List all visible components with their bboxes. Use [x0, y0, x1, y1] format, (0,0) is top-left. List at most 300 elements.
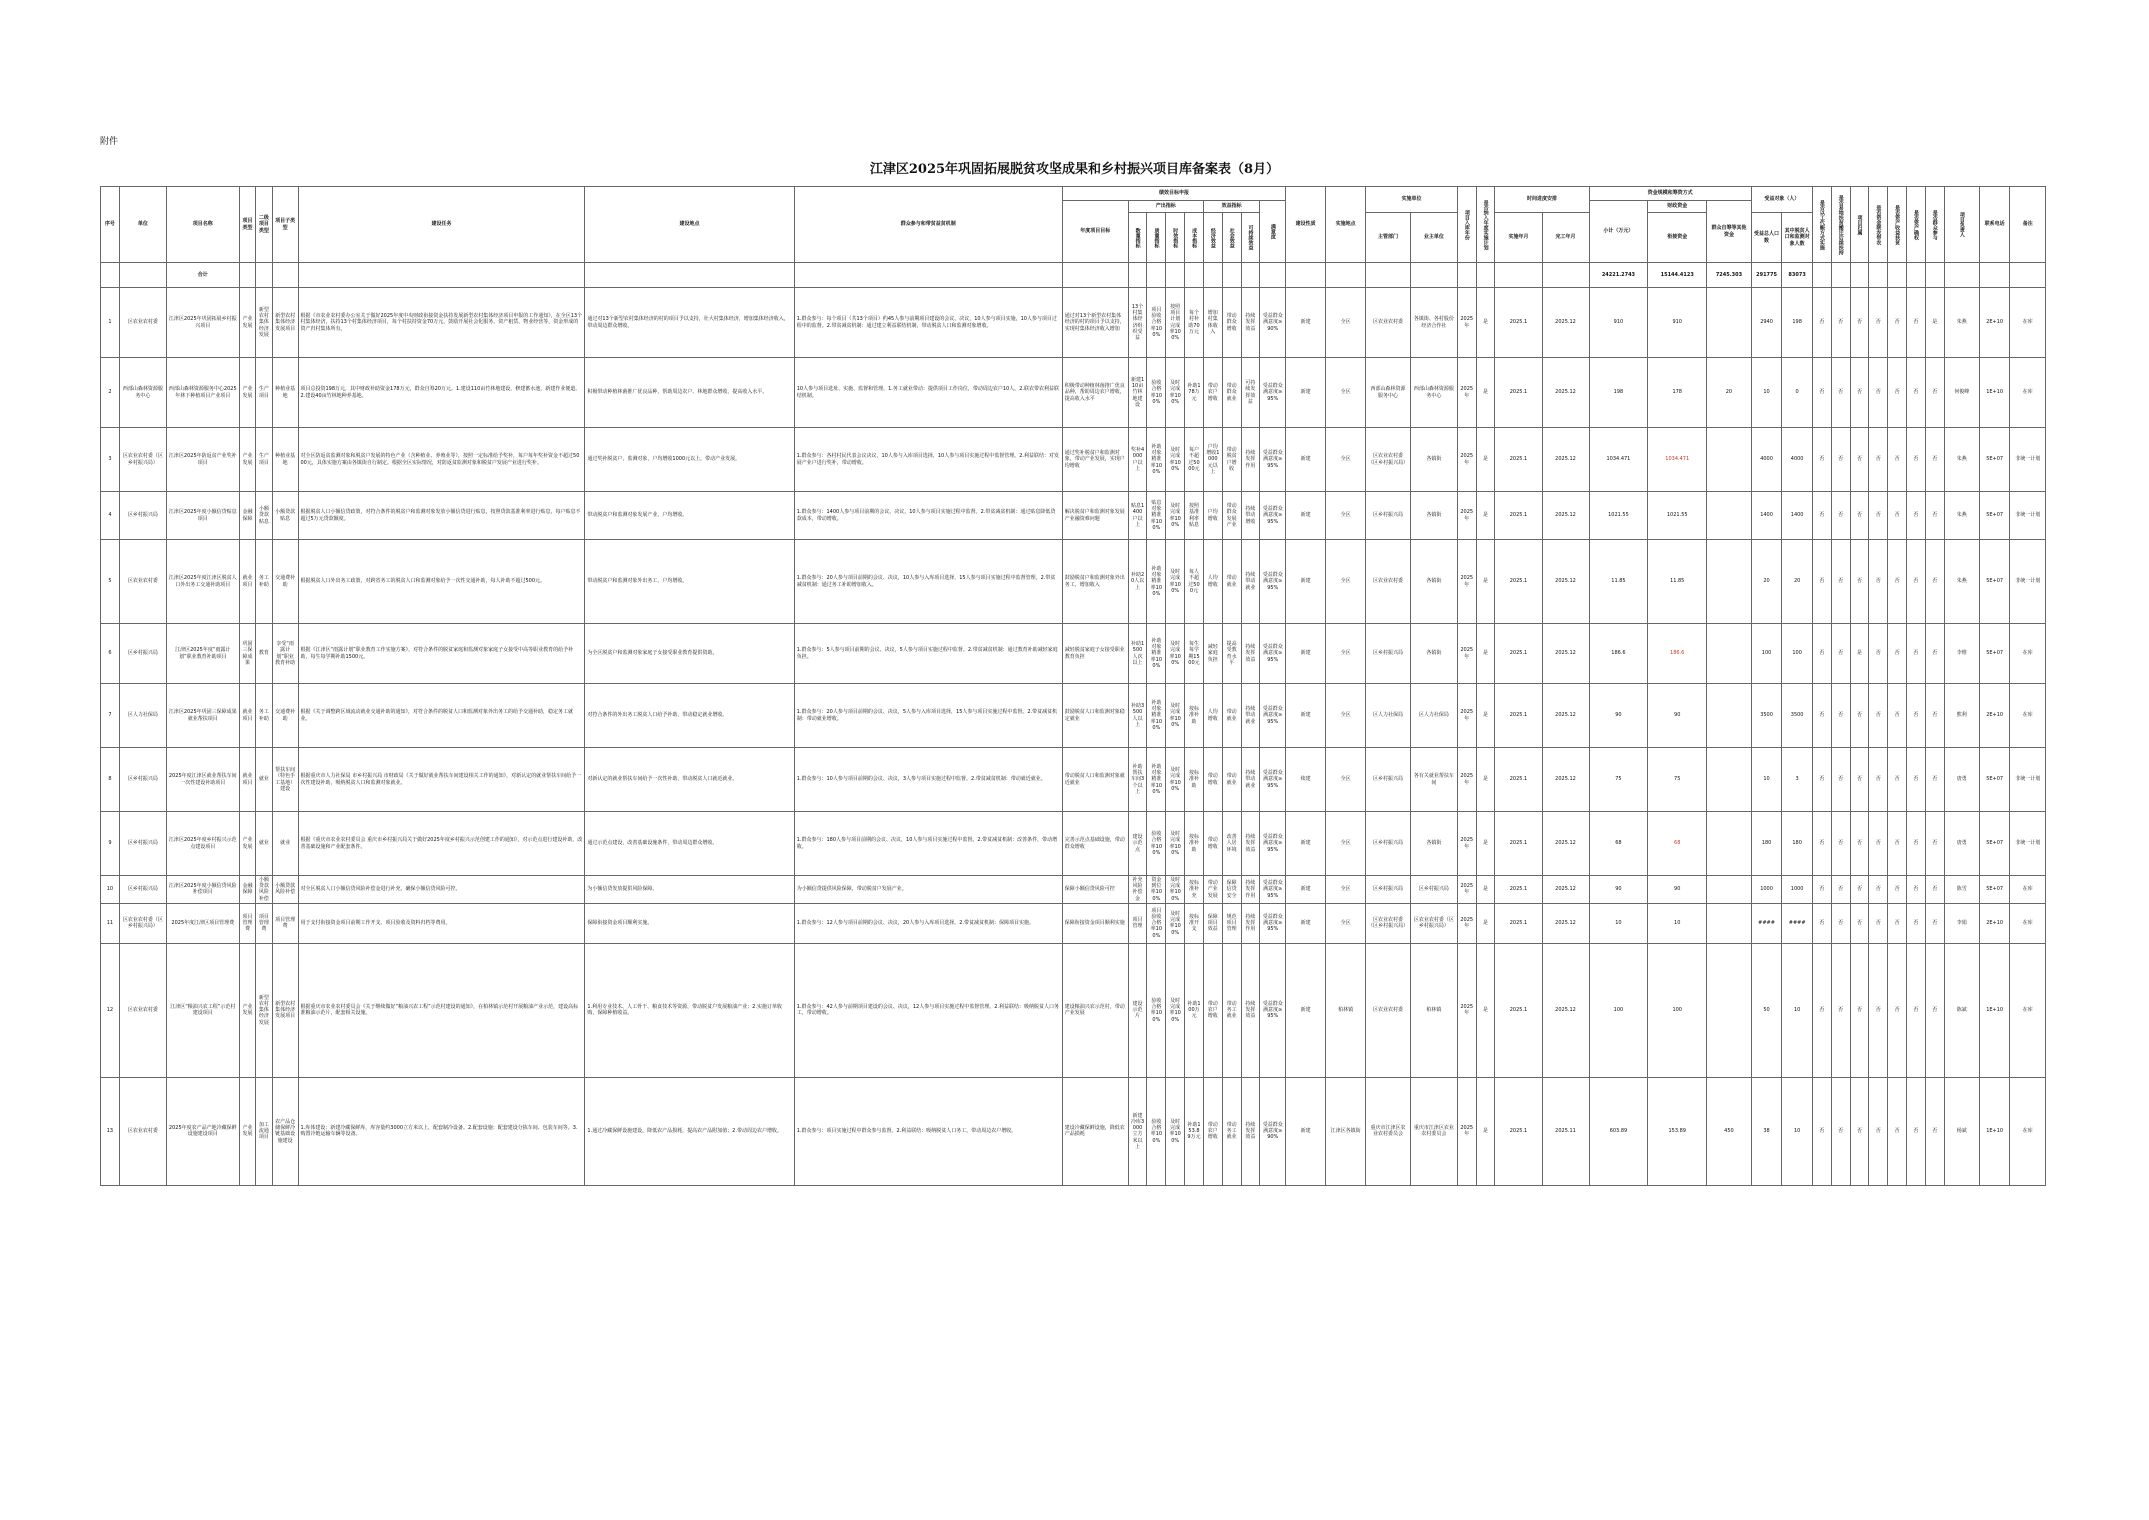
row-flag-7: 否	[1925, 1077, 1944, 1185]
row-unit: 区农业农村委	[119, 943, 166, 1077]
row-benef-poor: 0	[1782, 358, 1813, 428]
row-included: 是	[1476, 684, 1495, 748]
row-person: 唐勇	[1944, 812, 1979, 876]
row-name: 江津区2025年巩固三保障成果就业帮扶项目	[166, 684, 239, 748]
row-flag-1: 否	[1812, 1077, 1831, 1185]
row-owner: 区乡村振兴局	[1410, 876, 1457, 904]
row-name: 江津区2025年巩固拓展乡村振兴项目	[166, 288, 239, 358]
row-impl-place: 全区	[1326, 624, 1366, 684]
row-self-funds	[1707, 943, 1752, 1077]
hdr-start: 实施年月	[1495, 213, 1542, 263]
row-person: 李维	[1944, 624, 1979, 684]
row-owner: 各镇街	[1410, 492, 1457, 540]
row-location: 保障衔接资金项目顺利实施。	[585, 903, 794, 943]
row-sustain: 持续发挥效益	[1241, 624, 1260, 684]
hdr-contact: 联系电话	[1979, 187, 2010, 263]
row-benef-poor: 4000	[1782, 428, 1813, 492]
row-included: 是	[1476, 540, 1495, 624]
row-fiscal-funds: 1034.471	[1648, 428, 1707, 492]
row-type: 产业发展	[239, 358, 255, 428]
row-content: 根据脱贫人口外出务工政策，对跨省务工的脱贫人口和监测对象给予一次性交通补助，每人补助不超过500元。	[298, 540, 585, 624]
row-remark: 非统一计划	[2010, 428, 2046, 492]
row-flag-7: 否	[1925, 876, 1944, 904]
row-fiscal-funds: 178	[1648, 358, 1707, 428]
row-nature: 新型农村集体经济发展项目	[272, 943, 298, 1077]
row-content: 根据重庆市农业农村委员会《关于继续做好“粮油兴农工程”示范村建设的通知》，在柏林镇示范村开展粮油产业示范，建设高标准粮油示范片，配套相关设施。	[298, 943, 585, 1077]
row-name: 江津区2025年度江津区脱贫人口外出务工交通补助项目	[166, 540, 239, 624]
row-flag-3: 是	[1850, 624, 1869, 684]
row-type: 产业发展	[239, 1077, 255, 1185]
row-flag-6: 否	[1906, 748, 1925, 812]
row-sub-type: 加工流通项目	[256, 1077, 272, 1185]
row-flag-3: 否	[1850, 492, 1869, 540]
row-flag-4: 否	[1869, 428, 1888, 492]
hdr-sustain: 可持续效益	[1241, 213, 1260, 263]
row-year: 2025年	[1457, 358, 1476, 428]
row-flag-1: 否	[1812, 748, 1831, 812]
hdr-flag-3: 项目归属	[1850, 187, 1869, 263]
row-remark: 在库	[2010, 1077, 2046, 1185]
table-row	[101, 288, 2046, 358]
row-social: 改善人居环境	[1222, 812, 1241, 876]
row-flag-1: 否	[1812, 358, 1831, 428]
row-type: 金融保障	[239, 876, 255, 904]
row-flag-7: 否	[1925, 903, 1944, 943]
row-seq: 9	[101, 812, 120, 876]
row-flag-2: 否	[1831, 943, 1850, 1077]
row-flag-5: 否	[1888, 288, 1907, 358]
row-location: 对新认定的就业帮扶车间给予一次性补助，带动脱贫人口就近就业。	[585, 748, 794, 812]
row-remark: 在库	[2010, 288, 2046, 358]
hdr-social: 社会效益	[1222, 213, 1241, 263]
row-flag-5: 否	[1888, 492, 1907, 540]
row-flag-6: 否	[1906, 624, 1925, 684]
row-included: 是	[1476, 1077, 1495, 1185]
row-timeliness: 及时完成率100%	[1166, 876, 1185, 904]
row-contact: 5E+07	[1979, 812, 2010, 876]
row-subtotal: 1034.471	[1589, 428, 1648, 492]
row-remark: 非统一计划	[2010, 748, 2046, 812]
row-timeliness: 及时完成率100%	[1166, 428, 1185, 492]
row-fiscal-funds: 1021.55	[1648, 492, 1707, 540]
row-person: 熊利	[1944, 684, 1979, 748]
row-benefit-mech: 1.群众参与：每个项目（共13个项目）约45人参与前期项目建设的会议、决议，10人参与项目实施，10人参与项目过程中的监督。2.带贫减贫机制：通过建立利益联结机制，带动脱贫人口和监测对象增收。	[794, 288, 1062, 358]
row-type: 产业发展	[239, 943, 255, 1077]
hdr-perf-group: 绩效目标申报	[1062, 187, 1285, 201]
table-row	[101, 358, 2046, 428]
row-satisfaction: 受益群众满意度≥95%	[1260, 748, 1286, 812]
row-flag-4: 否	[1869, 876, 1888, 904]
row-owner: 各有关就业帮扶车间	[1410, 748, 1457, 812]
row-location: 通过对13个新型农村集体经济的村的项目予以支持，壮大村集体经济，增加集体经济收入，带动周边群众增收。	[585, 288, 794, 358]
row-annual-goal: 完善示范点基础设施，带动群众增收	[1062, 812, 1128, 876]
row-quantity: 补助帮扶车间3个以上	[1128, 748, 1147, 812]
row-benef-pop: ####	[1751, 903, 1782, 943]
row-person: 唐勇	[1944, 748, 1979, 812]
row-satisfaction: 受益群众满意度≥95%	[1260, 876, 1286, 904]
row-contact: 5E+07	[1979, 876, 2010, 904]
row-flag-3: 否	[1850, 812, 1869, 876]
row-fiscal-funds: 100	[1648, 943, 1707, 1077]
row-sub-type: 项目管理费	[256, 903, 272, 943]
row-location: 1.利用专业技术、人工骨干、粮食技术等资源，带动脱贫户发展粮油产业；2.实施订单收购，保障种植收益。	[585, 943, 794, 1077]
row-flag-2: 否	[1831, 903, 1850, 943]
row-location: 带动脱贫户和监测对象发展产业，户均增收。	[585, 492, 794, 540]
row-unit: 区乡村振兴局	[119, 812, 166, 876]
row-nature: 种植业基地	[272, 428, 298, 492]
row-impl-place: 全区	[1326, 876, 1366, 904]
hdr-benef-pop: 受益总人口数	[1751, 213, 1782, 263]
row-content: 根据《关于调整跨区域流动就业交通补助的通知》，对符合条件的脱贫人口和监测对象外出务工的给予交通补助，稳定务工就业。	[298, 684, 585, 748]
row-cost: 按标准补助	[1185, 748, 1204, 812]
row-unit: 区乡村振兴局	[119, 748, 166, 812]
row-flag-2: 否	[1831, 358, 1850, 428]
row-benefit-mech: 1.群众参与：5人参与项目前期的会议、决议，5人参与项目实施过程中监督。2.带贫减贫机制：通过教育补助减轻家庭负担。	[794, 624, 1062, 684]
row-cost: 按标准开支	[1185, 903, 1204, 943]
row-authority: 区乡村振兴局	[1366, 812, 1411, 876]
row-flag-3: 否	[1850, 876, 1869, 904]
hdr-quality: 质量指标	[1147, 213, 1166, 263]
row-benef-pop: 50	[1751, 943, 1782, 1077]
row-quantity: 补充风险补偿金	[1128, 876, 1147, 904]
row-benef-poor: 100	[1782, 624, 1813, 684]
row-end: 2025.12	[1542, 748, 1589, 812]
row-flag-7: 否	[1925, 684, 1944, 748]
row-owner: 各镇街	[1410, 540, 1457, 624]
row-flag-4: 否	[1869, 903, 1888, 943]
row-type: 产业发展	[239, 428, 255, 492]
row-flag-6: 否	[1906, 358, 1925, 428]
row-flag-3: 否	[1850, 1077, 1869, 1185]
row-flag-2: 否	[1831, 492, 1850, 540]
row-year: 2025年	[1457, 684, 1476, 748]
row-timeliness: 及时完成率100%	[1166, 943, 1185, 1077]
row-flag-1: 否	[1812, 812, 1831, 876]
row-unit: 区乡村振兴局	[119, 492, 166, 540]
row-unit: 区农业农村委（区乡村振兴局）	[119, 428, 166, 492]
row-sustain: 持续带动就业	[1241, 684, 1260, 748]
row-flag-6: 否	[1906, 428, 1925, 492]
row-social: 带动就业	[1222, 540, 1241, 624]
hdr-flag-6: 是否资产确权	[1906, 187, 1925, 263]
row-seq: 3	[101, 428, 120, 492]
row-location: 积极带动种植林菌推广优良品种，帮助周边农户、林地群众增收，提高收入水平。	[585, 358, 794, 428]
row-self-funds	[1707, 812, 1752, 876]
hdr-remark: 备注	[2010, 187, 2046, 263]
row-annual-goal: 鼓励脱贫人口和监测对象稳定就业	[1062, 684, 1128, 748]
row-start: 2025.1	[1495, 358, 1542, 428]
row-seq: 6	[101, 624, 120, 684]
row-annual-goal: 通过对13个新型农村集体经济的村的项目予以支持，实现村集体经济收入增加	[1062, 288, 1128, 358]
row-seq: 7	[101, 684, 120, 748]
row-type: 项目管理费	[239, 903, 255, 943]
row-unit: 区农业农村委（区乡村振兴局）	[119, 903, 166, 943]
row-satisfaction: 受益群众满意度≥95%	[1260, 358, 1286, 428]
row-seq: 8	[101, 748, 120, 812]
hdr-timeliness: 时效指标	[1166, 213, 1185, 263]
row-quantity: 补助3500人以上	[1128, 684, 1147, 748]
row-fiscal-funds: 11.85	[1648, 540, 1707, 624]
hdr-seq: 序号	[101, 187, 120, 263]
row-authority: 区农业农村委	[1366, 540, 1411, 624]
row-remark: 在库	[2010, 943, 2046, 1077]
row-name: 江津区2025年防返贫产业奖补项目	[166, 428, 239, 492]
row-cost: 按照基准利率贴息	[1185, 492, 1204, 540]
row-flag-5: 否	[1888, 876, 1907, 904]
row-person: 杨斌	[1944, 1077, 1979, 1185]
row-self-funds	[1707, 492, 1752, 540]
row-impl-place: 全区	[1326, 748, 1366, 812]
row-name: 2025年度农产品产地冷藏保鲜设施建设项目	[166, 1077, 239, 1185]
row-person: 朱燕	[1944, 492, 1979, 540]
row-self-funds	[1707, 748, 1752, 812]
row-sub-type: 新型农村集体经济发展	[256, 943, 272, 1077]
row-benef-poor: 3	[1782, 748, 1813, 812]
row-benefit-mech: 1.群众参与：各村村民代表会议决议，10人参与入库项目选择，10人参与项目实施过程中监督管理。2.利益联结：对发展产业户进行奖补，带动增收。	[794, 428, 1062, 492]
hdr-benefit-mech: 群众参与和带贫益贫机制	[794, 187, 1062, 263]
row-included: 是	[1476, 624, 1495, 684]
hdr-nature: 项目子类型	[272, 187, 298, 263]
row-quantity: 补助20人以上	[1128, 540, 1147, 624]
row-annual-goal: 减轻脱贫家庭子女接受职业教育负担	[1062, 624, 1128, 684]
row-social: 保障信贷安全	[1222, 876, 1241, 904]
hdr-project-name: 项目名称	[166, 187, 239, 263]
row-sub-type: 就业	[256, 748, 272, 812]
row-start: 2025.1	[1495, 684, 1542, 748]
row-location: 通过示范点建设，改善基础设施条件，带动周边群众增收。	[585, 812, 794, 876]
row-owner: 重庆市江津区农业农村委员会	[1410, 1077, 1457, 1185]
row-name: 2025年度江津区项目管理费	[166, 903, 239, 943]
row-year: 2025年	[1457, 492, 1476, 540]
row-authority: 区人力社保局	[1366, 684, 1411, 748]
row-owner: 西部山森林资源服务中心	[1410, 358, 1457, 428]
row-annual-goal: 保障小额信贷风险可控	[1062, 876, 1128, 904]
row-subtotal: 910	[1589, 288, 1648, 358]
hdr-flag-1: 是否以工代赈方式实施	[1812, 187, 1831, 263]
row-flag-2: 否	[1831, 1077, 1850, 1185]
row-remark: 在库	[2010, 684, 2046, 748]
row-flag-1: 否	[1812, 876, 1831, 904]
row-remark: 在库	[2010, 903, 2046, 943]
row-start: 2025.1	[1495, 428, 1542, 492]
row-social: 带动就业	[1222, 748, 1241, 812]
total-label: 合计	[166, 263, 239, 288]
row-contact: 5E+07	[1979, 540, 2010, 624]
row-subtotal: 11.85	[1589, 540, 1648, 624]
row-remark: 在库	[2010, 624, 2046, 684]
row-annual-goal: 解决脱贫户和监测对象发展产业融资难问题	[1062, 492, 1128, 540]
row-name: 2025年度江津区就业帮扶车间一次性建设补助项目	[166, 748, 239, 812]
row-included: 是	[1476, 358, 1495, 428]
row-benefit-mech: 为小额信贷提供风险保障，带动脱贫户发展产业。	[794, 876, 1062, 904]
row-contact: 1E+10	[1979, 943, 2010, 1077]
row-unit: 区农业农村委	[119, 540, 166, 624]
row-cost: 每生每学期1500元	[1185, 624, 1204, 684]
row-satisfaction: 受益群众满意度≥95%	[1260, 903, 1286, 943]
row-fiscal-funds: 90	[1648, 684, 1707, 748]
row-impl-place: 全区	[1326, 684, 1366, 748]
row-fiscal-funds: 186.6	[1648, 624, 1707, 684]
row-start: 2025.1	[1495, 624, 1542, 684]
row-flag-5: 否	[1888, 358, 1907, 428]
row-subtotal: 186.6	[1589, 624, 1648, 684]
row-timeliness: 及时完成率100%	[1166, 358, 1185, 428]
row-end: 2025.12	[1542, 358, 1589, 428]
row-self-funds: 20	[1707, 358, 1752, 428]
row-remark: 在库	[2010, 876, 2046, 904]
row-flag-7: 是	[1925, 288, 1944, 358]
row-sub-type: 教育	[256, 624, 272, 684]
row-type: 就业项目	[239, 748, 255, 812]
row-unit: 区乡村振兴局	[119, 624, 166, 684]
table-row	[101, 624, 2046, 684]
row-timeliness: 及时完成率100%	[1166, 903, 1185, 943]
row-social: 带动群众增收	[1222, 288, 1241, 358]
row-fiscal-funds: 10	[1648, 903, 1707, 943]
row-contact: 2E+10	[1979, 684, 2010, 748]
row-content: 根据《市农业农村委办公室关于做好2025年度中央财政衔接资金扶持发展新型农村集体经济项目申报的工作通知》，在全区13个村集体经济，扶持13个村集体经济项目，每个村扶持资金70万元，鼓励开展社会化服务、资产租赁、物业经营等，资金形成的资产归村集体所有。	[298, 288, 585, 358]
row-sustain: 持续发挥效益	[1241, 1077, 1260, 1185]
row-benefit-mech: 10人参与项目选址、实施、监督和管理。1.务工就业带动：提供项目工作岗位，带动周边农户10人。2.联农带农利益联结机制。	[794, 358, 1062, 428]
row-flag-1: 否	[1812, 684, 1831, 748]
row-flag-2: 否	[1831, 684, 1850, 748]
row-sub-type: 生产项目	[256, 358, 272, 428]
hdr-benef-poor: 其中脱贫人口和监测对象人数	[1782, 213, 1813, 263]
row-quantity: 贴息1400户以上	[1128, 492, 1147, 540]
row-start: 2025.1	[1495, 540, 1542, 624]
row-flag-2: 否	[1831, 288, 1850, 358]
row-benef-poor: 3500	[1782, 684, 1813, 748]
row-seq: 1	[101, 288, 120, 358]
row-contact: 2E+10	[1979, 288, 2010, 358]
row-location: 带动脱贫户和监测对象外出务工，户均增收。	[585, 540, 794, 624]
row-flag-2: 否	[1831, 876, 1850, 904]
row-sub-type: 小额贷款风险补偿	[256, 876, 272, 904]
row-sustain: 持续带动增收	[1241, 492, 1260, 540]
row-flag-6: 否	[1906, 903, 1925, 943]
row-quality: 补助对象精准率100%	[1147, 540, 1166, 624]
row-flag-5: 否	[1888, 748, 1907, 812]
row-seq: 10	[101, 876, 120, 904]
row-impl-place: 全区	[1326, 903, 1366, 943]
row-timeliness: 及时完成率100%	[1166, 1077, 1185, 1185]
row-person: 李娟	[1944, 903, 1979, 943]
hdr-content: 建设任务	[298, 187, 585, 263]
row-year: 2025年	[1457, 428, 1476, 492]
row-sub-type: 务工补助	[256, 684, 272, 748]
row-sub-type: 务工补助	[256, 540, 272, 624]
row-satisfaction: 受益群众满意度≥95%	[1260, 428, 1286, 492]
hdr-unit: 单位	[119, 187, 166, 263]
row-flag-7: 否	[1925, 428, 1944, 492]
row-name: 江津区2025年度小额信贷风险补偿项目	[166, 876, 239, 904]
row-benefit-mech: 1.群众参与：20人参与项目前期的会议、决议，10人参与入库项目选择，15人参与项目实施过程中监督管理。2.带贫减贫机制：通过务工补助增加收入。	[794, 540, 1062, 624]
row-owner: 各镇街	[1410, 624, 1457, 684]
row-remark: 在库	[2010, 358, 2046, 428]
row-self-funds	[1707, 540, 1752, 624]
row-flag-5: 否	[1888, 812, 1907, 876]
row-person: 陈斌	[1944, 943, 1979, 1077]
row-build-nature: 新建	[1286, 288, 1326, 358]
row-flag-4: 否	[1869, 748, 1888, 812]
row-start: 2025.1	[1495, 876, 1542, 904]
row-authority: 区农业农村委（区乡村振兴局）	[1366, 903, 1411, 943]
row-quality: 补助对象精准率100%	[1147, 684, 1166, 748]
row-end: 2025.12	[1542, 624, 1589, 684]
row-sub-type: 小额贷款贴息	[256, 492, 272, 540]
row-benef-pop: 38	[1751, 1077, 1782, 1185]
hdr-build-nature: 建设性质	[1286, 187, 1326, 263]
row-owner: 各镇街	[1410, 428, 1457, 492]
row-annual-goal: 保障衔接资金项目顺利实施	[1062, 903, 1128, 943]
row-flag-3: 否	[1850, 288, 1869, 358]
row-quality: 验收合格率100%	[1147, 812, 1166, 876]
table-row	[101, 684, 2046, 748]
row-quality: 补助对象精准率100%	[1147, 748, 1166, 812]
row-satisfaction: 受益群众满意度≥95%	[1260, 492, 1286, 540]
row-benef-poor: 1000	[1782, 876, 1813, 904]
row-flag-2: 否	[1831, 812, 1850, 876]
row-social: 带动群众就业	[1222, 358, 1241, 428]
row-benef-pop: 180	[1751, 812, 1782, 876]
row-flag-1: 否	[1812, 624, 1831, 684]
row-type: 巩固三保障成果	[239, 624, 255, 684]
row-benef-poor: ####	[1782, 903, 1813, 943]
row-flag-2: 否	[1831, 624, 1850, 684]
row-content: 对全区防返贫监测对象和脱贫户发展的特色产业（含种植业、养殖业等），按照一定标准给予奖补，每户每年奖补资金不超过5000元，具体实施方案由各镇街自行制定。根据全区实际情况，对防返贫监测对象和脱贫户发展产业进行奖补。	[298, 428, 585, 492]
row-impl-place: 全区	[1326, 288, 1366, 358]
row-benef-pop: 4000	[1751, 428, 1782, 492]
row-name: 江津区2025年度乡村振兴示范点建设项目	[166, 812, 239, 876]
row-sustain: 可持续发挥效益	[1241, 358, 1260, 428]
project-table	[100, 186, 2046, 1186]
row-flag-4: 否	[1869, 1077, 1888, 1185]
row-sustain: 持续发挥效益	[1241, 812, 1260, 876]
row-benef-poor: 10	[1782, 1077, 1813, 1185]
total-row	[101, 263, 2046, 288]
row-build-nature: 新建	[1286, 684, 1326, 748]
row-timeliness: 及时完成率100%	[1166, 492, 1185, 540]
hdr-location: 建设地点	[585, 187, 794, 263]
hdr-sub-type: 二级项目类型	[256, 187, 272, 263]
row-flag-3: 否	[1850, 748, 1869, 812]
row-quality: 验收合格率100%	[1147, 943, 1166, 1077]
row-impl-place: 全区	[1326, 812, 1366, 876]
row-economic: 带动农户增收	[1203, 358, 1222, 428]
row-sustain: 持续带动就业	[1241, 748, 1260, 812]
row-quantity: 13个村集体经济组织受益	[1128, 288, 1147, 358]
row-start: 2025.1	[1495, 903, 1542, 943]
row-flag-6: 否	[1906, 812, 1925, 876]
row-authority: 区农业农村委（区乡村振兴局）	[1366, 428, 1411, 492]
row-end: 2025.11	[1542, 1077, 1589, 1185]
row-social: 带动脱贫户增收	[1222, 428, 1241, 492]
row-quality: 补助对象精准率100%	[1147, 428, 1166, 492]
row-social: 带动务工就业	[1222, 1077, 1241, 1185]
row-timeliness: 及时完成率100%	[1166, 684, 1185, 748]
hdr-output-group: 产出指标	[1128, 201, 1203, 213]
row-included: 是	[1476, 288, 1495, 358]
row-end: 2025.12	[1542, 943, 1589, 1077]
hdr-end: 完工年月	[1542, 213, 1589, 263]
table-row	[101, 540, 2046, 624]
row-person: 朱燕	[1944, 540, 1979, 624]
row-sustain: 持续带动就业	[1241, 540, 1260, 624]
row-flag-6: 否	[1906, 876, 1925, 904]
row-year: 2025年	[1457, 876, 1476, 904]
row-end: 2025.12	[1542, 288, 1589, 358]
row-cost: 每人不超过500元	[1185, 540, 1204, 624]
